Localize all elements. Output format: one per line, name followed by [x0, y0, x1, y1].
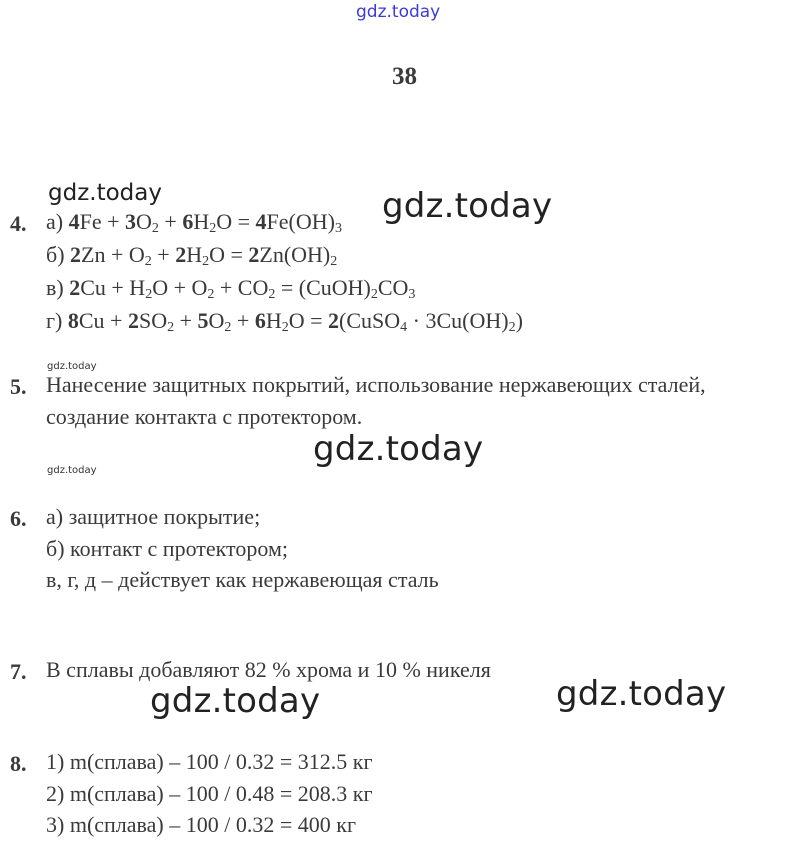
- task-number: 8.: [10, 751, 27, 776]
- equation-d: г) $8Cu + 2SO_2 + 5O_2 + 6H_2O$ = 2(CuSO$_4$ · $3Cu(OH)_2$): [46, 308, 523, 335]
- answer-line: в, г, д – действует как нержавеющая сталь: [46, 567, 439, 592]
- watermark: gdz.today: [47, 361, 97, 372]
- page-number: 38: [392, 63, 417, 90]
- task-number: 7.: [10, 659, 27, 684]
- watermark: gdz.today: [556, 674, 727, 714]
- watermark: gdz.today: [150, 681, 321, 721]
- answer-line: 3) m(сплава) – 100 / 0.32 = 400 кг: [46, 812, 356, 837]
- answer-line: Нанесение защитных покрытий, использование нержавеющих сталей,: [46, 372, 706, 397]
- task-number: 5.: [10, 374, 27, 399]
- watermark: gdz.today: [382, 186, 553, 226]
- task-number: 4.: [10, 211, 27, 236]
- watermark: gdz.today: [47, 465, 97, 476]
- answer-line: 2) m(сплава) – 100 / 0.48 = 208.3 кг: [46, 781, 373, 806]
- equation-b: б) $2Zn + O_2 + 2H_2O = 2Zn(OH)_2$: [46, 242, 338, 269]
- answer-line: В сплавы добавляют 82 % хрома и 10 % никеля: [46, 657, 491, 682]
- watermark: gdz.today: [313, 429, 484, 469]
- equation-a: а) $4Fe + 3O_2 + 6H_2O = 4Fe(OH)_3$: [46, 209, 342, 236]
- answer-line: б) контакт с протектором;: [46, 536, 288, 561]
- equation-c: в) $2Cu + H_2O + O_2 + CO_2$ = $(CuOH)_2CO_3$: [46, 275, 416, 302]
- answer-line: 1) m(сплава) – 100 / 0.32 = 312.5 кг: [46, 749, 373, 774]
- watermark-top: gdz.today: [356, 2, 441, 22]
- task-number: 6.: [10, 506, 27, 531]
- answer-line: создание контакта с протектором.: [46, 404, 363, 429]
- watermark: gdz.today: [48, 180, 162, 206]
- answer-line: а) защитное покрытие;: [46, 504, 261, 529]
